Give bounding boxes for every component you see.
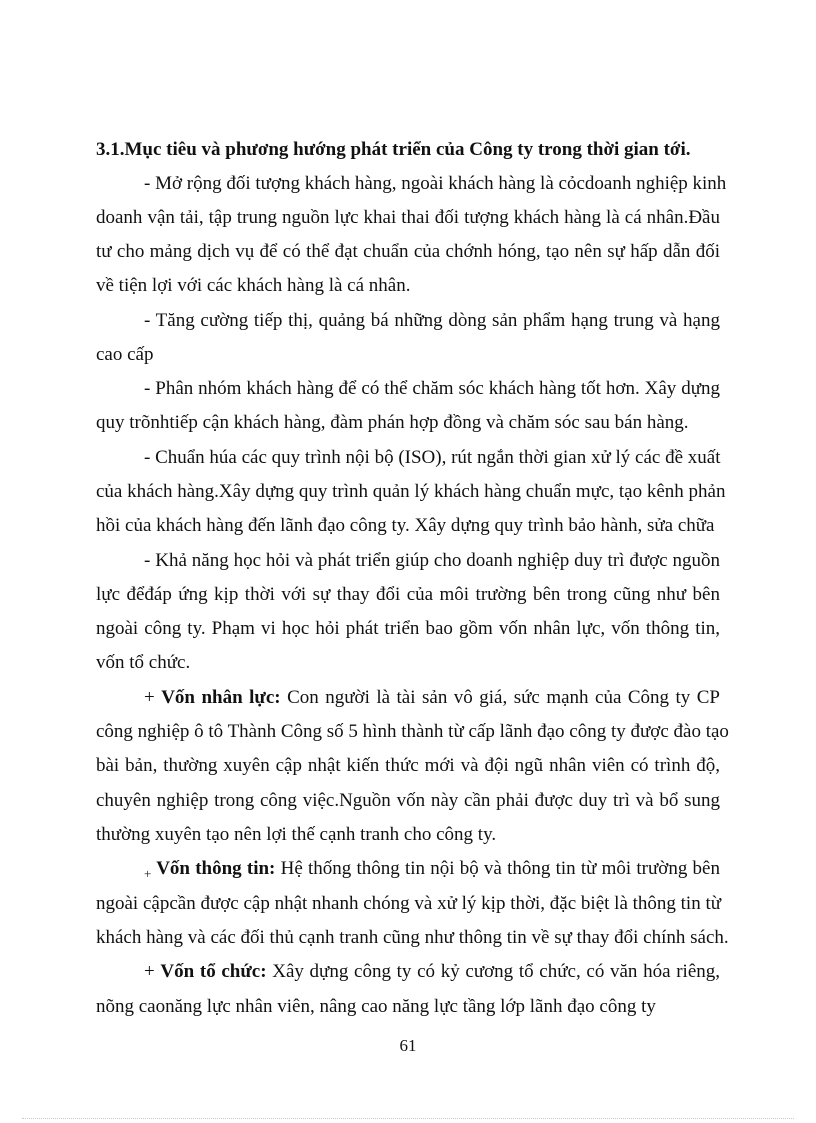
paragraph-line: - Khả năng học hỏi và phát triển giúp cho doanh nghiệp duy trì được nguồn bbox=[144, 550, 720, 571]
paragraph-line: - Tăng cường tiếp thị, quảng bá những dòng sản phẩm hạng trung và hạng bbox=[144, 310, 720, 331]
paragraph-line bbox=[144, 960, 720, 984]
paragraph-line: công nghiệp ô tô Thành Công số 5 hình thành từ cấp lãnh đạo công ty được đào tạo bbox=[96, 721, 729, 742]
paragraph-line: thường xuyên tạo nên lợi thế cạnh tranh cho công ty. bbox=[96, 824, 497, 845]
term-organizational-capital: Vốn tổ chức: bbox=[160, 961, 267, 982]
term-information-capital: Vốn thông tin: bbox=[151, 858, 276, 879]
paragraph-line: quy trõnhtiếp cận khách hàng, đàm phán hợp đồng và chăm sóc sau bán hàng. bbox=[96, 412, 689, 433]
bullet-prefix: + bbox=[144, 687, 162, 708]
section-heading: 3.1.Mục tiêu và phương hướng phát triển của Công ty trong thời gian tới. bbox=[96, 139, 691, 160]
paragraph-line: chuyên nghiệp trong công việc.Nguồn vốn này cần phải được duy trì và bổ sung bbox=[96, 790, 720, 811]
paragraph-line: ngoài cậpcần được cập nhật nhanh chóng và xử lý kịp thời, đặc biệt là thông tin từ bbox=[96, 893, 722, 914]
paragraph-line: doanh vận tải, tập trung nguồn lực khai thai đối tượng khách hàng là cá nhân.Đầu bbox=[96, 207, 720, 228]
paragraph-text: Con người là tài sản vô giá, sức mạnh của Công ty CP bbox=[280, 687, 720, 708]
paragraph-line: - Chuẩn húa các quy trình nội bộ (ISO), rút ngắn thời gian xử lý các đề xuất bbox=[144, 447, 721, 468]
paragraph-line: bài bản, thường xuyên cập nhật kiến thức mới và đội ngũ nhân viên có trình độ, bbox=[96, 755, 720, 776]
paragraph-line: về tiện lợi với các khách hàng là cá nhân. bbox=[96, 275, 411, 296]
paragraph-line: hồi của khách hàng đến lãnh đạo công ty. Xây dựng quy trình bảo hành, sửa chữa bbox=[96, 515, 715, 536]
paragraph-line: nõng caonăng lực nhân viên, nâng cao năng lực tầng lớp lãnh đạo công ty bbox=[96, 996, 656, 1017]
bullet-prefix: + bbox=[144, 866, 152, 881]
paragraph-line: cao cấp bbox=[96, 344, 154, 365]
bullet-prefix: + bbox=[144, 961, 161, 982]
page-bottom-divider bbox=[22, 1118, 794, 1119]
paragraph-line: lực đểđáp ứng kịp thời với sự thay đổi của môi trường bên trong cũng như bên bbox=[96, 584, 720, 605]
page-number: 61 bbox=[399, 1036, 417, 1055]
paragraph-line: vốn tổ chức. bbox=[96, 652, 191, 673]
paragraph-line: tư cho mảng dịch vụ để có thể đạt chuẩn của chớnh hóng, tạo nên sự hấp dẫn đối bbox=[96, 241, 720, 262]
paragraph-line: - Mở rộng đối tượng khách hàng, ngoài khách hàng là cỏcdoanh nghiệp kinh bbox=[144, 173, 727, 194]
paragraph-text: Hệ thống thông tin nội bộ và thông tin từ môi trường bên bbox=[275, 858, 720, 879]
paragraph-line: ngoài công ty. Phạm vi học hỏi phát triển bao gồm vốn nhân lực, vốn thông tin, bbox=[96, 618, 720, 639]
paragraph-line bbox=[144, 686, 720, 710]
paragraph-line: khách hàng và các đối thủ cạnh tranh cũng như thông tin về sự thay đổi chính sách. bbox=[96, 927, 729, 948]
paragraph-line: của khách hàng.Xây dựng quy trình quản lý khách hàng chuẩn mực, tạo kênh phản bbox=[96, 481, 726, 502]
paragraph-line: - Phân nhóm khách hàng để có thể chăm sóc khách hàng tốt hơn. Xây dựng bbox=[144, 378, 720, 399]
term-human-capital: Vốn nhân lực: bbox=[161, 687, 281, 708]
paragraph-text: Xây dựng công ty có kỷ cương tổ chức, có văn hóa riêng, bbox=[266, 961, 721, 982]
paragraph-line bbox=[144, 857, 720, 882]
